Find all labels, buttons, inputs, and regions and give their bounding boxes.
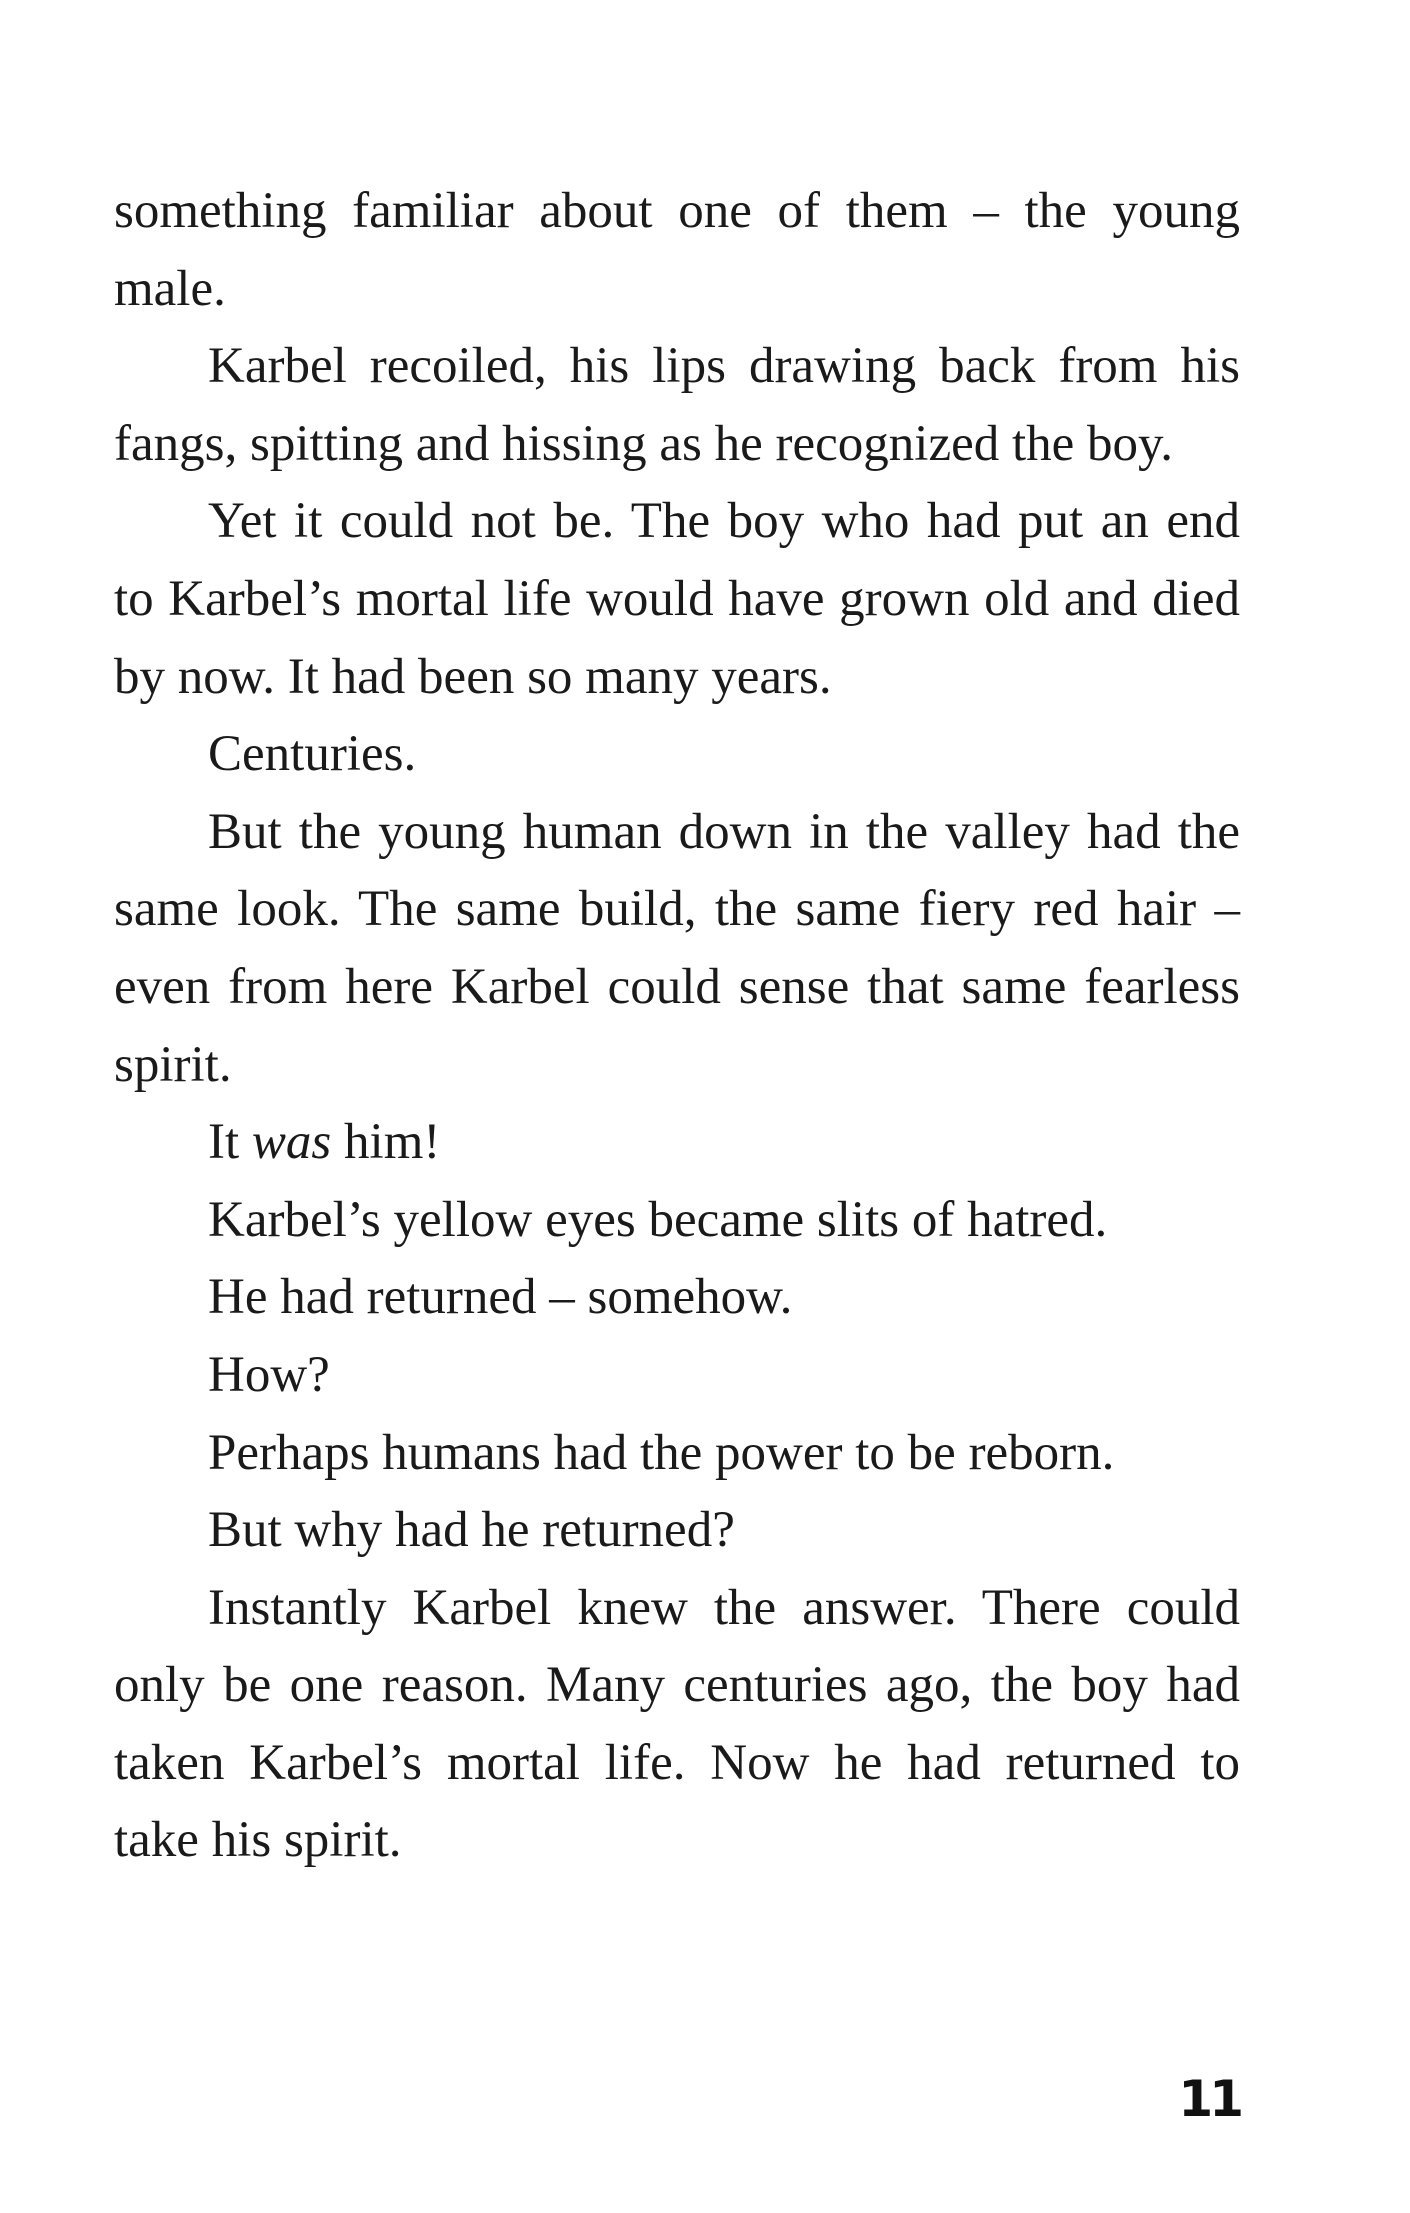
paragraph-4: Centuries. [208,726,417,783]
paragraph-1: something familiar about one of them – the young male. [114,183,1240,317]
paragraph-11: But why had he returned? [208,1502,735,1559]
emphasis-italic: was [251,1114,332,1171]
paragraph-6 [114,1104,1240,1182]
paragraph-10: Perhaps humans had the power to be reborn. [208,1424,1115,1481]
paragraph-8: He had returned – somehow. [208,1269,793,1326]
paragraph-7: Karbel’s yellow eyes became slits of hatred. [208,1191,1108,1248]
page-number: 11 [1178,2070,1240,2128]
paragraph-12: Instantly Karbel knew the answer. There could only be one reason. Many centuries ago, the boy had taken Karbel’s mortal life. Now he had returned to take his spirit. [114,1579,1240,1869]
paragraph-9: How? [208,1346,330,1403]
paragraph-5: But the young human down in the valley had the same look. The same build, the same fiery red hair – even from here Karbel could sense that same fearless spirit. [114,803,1240,1093]
emphasis-before: It [208,1114,252,1171]
paragraph-3: Yet it could not be. The boy who had put an end to Karbel’s mortal life would have grown old and died by now. It had been so many years. [114,493,1240,705]
emphasis-after: him! [331,1114,441,1171]
body-text [114,173,1240,1880]
paragraph-2: Karbel recoiled, his lips drawing back from his fangs, spitting and hissing as he recognized the boy. [114,338,1240,472]
